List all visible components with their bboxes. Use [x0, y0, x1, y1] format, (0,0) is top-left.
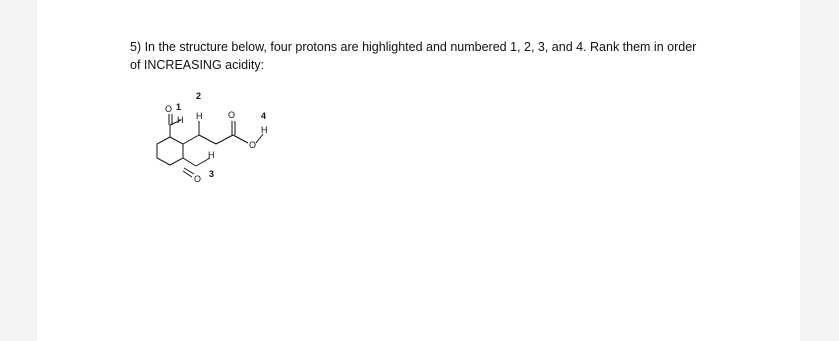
atom-h-3: H: [208, 150, 215, 160]
question-line-2: of INCREASING acidity:: [130, 58, 265, 72]
question-line-1: 5) In the structure below, four protons are highlighted and numbered 1, 2, 3, and 4. Rank them in order: [130, 40, 697, 54]
proton-number-3: 3: [209, 169, 215, 179]
atom-h-2: H: [196, 111, 203, 121]
ring-bonds: [157, 137, 183, 165]
atom-h-1: H: [177, 115, 184, 125]
bond-ring-to-ch: [183, 135, 199, 144]
chemical-structure: [140, 86, 290, 186]
atom-o-hydroxyl: O: [249, 140, 257, 150]
proton-number-1: 1: [176, 102, 182, 112]
atom-o-aldehyde: O: [165, 104, 173, 114]
bond-ring-to-ketone-carbon: [183, 158, 196, 166]
bond-ch2-to-acid-carbon: [216, 135, 233, 144]
bond-ch-to-ch2: [199, 135, 216, 144]
bond-acid-carbon-to-oh: [233, 135, 248, 143]
proton-number-4: 4: [261, 111, 267, 121]
atom-o-acid: O: [228, 110, 236, 120]
proton-number-2: 2: [196, 91, 202, 101]
question-text: [130, 38, 770, 74]
bond-oh-to-h4: [256, 134, 263, 143]
atom-o-ketone: O: [194, 174, 202, 184]
atom-h-4: H: [261, 125, 268, 135]
